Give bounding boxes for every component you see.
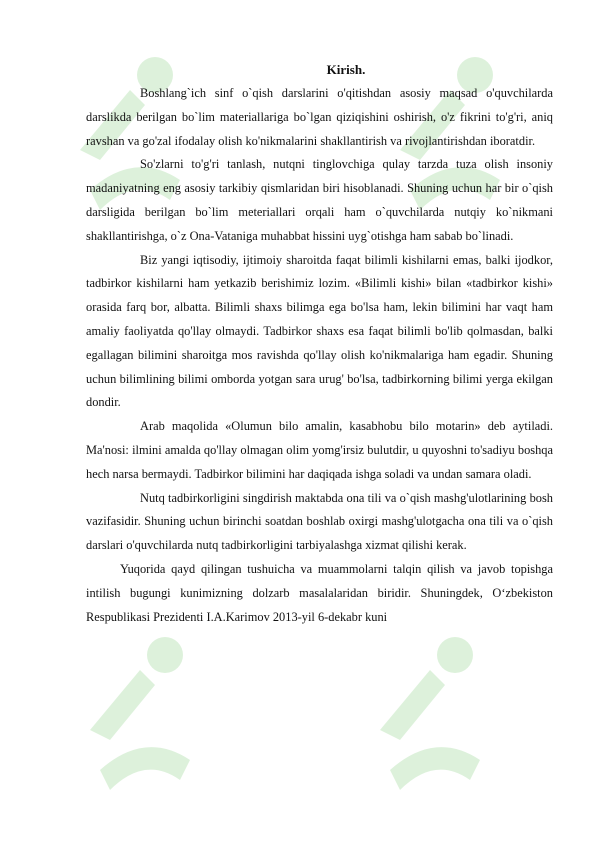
paragraph: Nutq tadbirkorligini singdirish maktabda ona tili va o`qish mashg'ulotlarining bosh vazifasidir. Shuning uchun birinchi soatdan boshlab oxirgi mashg'ulotgacha ona tili va o`qish darslari o'quvchilarda nutq tadbirkorligini tarbiyalashga xizmat qilishi kerak. <box>86 490 553 553</box>
paragraph: Boshlang`ich sinf o`qish darslarini o'qitishdan asosiy maqsad o'quvchilarda darslikda berilgan bo`lim materiallariga bo`lgan qiziqishini oshirish, o'z fikrini to'g'ri, aniq ravshan va go'zal ifodalay olish ko'nikmalarini shakllantirish va rivojlantirishdan iboratdir. <box>86 86 553 148</box>
watermark-logo-icon <box>70 610 220 820</box>
document-body <box>86 82 553 629</box>
paragraph: Yuqorida qayd qilingan tushuicha va muammolarni talqin qilish va javob topishga intilish bugungi kunimizning dolzarb masalalaridan biridir. Shuningdek, O‘zbekiston Respublikasi Prezidenti I.A.Karimov 2013-yil 6-dekabr kuni <box>86 561 553 624</box>
paragraph: So'zlarni to'g'ri tanlash, nutqni tinglovchiga qulay tarzda tuza olish insoniy madaniyatning eng asosiy tarkibiy qismlaridan biri hisoblanadi. Shuning uchun har bir o`qish darsligida berilgan bo`lim meteriallari orqali ham o`quvchilarda nutqiy ko`nikmani shakllantirishga, o`z Ona-Vataniga muhabbat hissini uyg`otishga ham sabab bo`linadi. <box>86 157 553 243</box>
paragraph: Biz yangi iqtisodiy, ijtimoiy sharoitda faqat bilimli kishilarni emas, balki ijodkor, tadbirkor kishilarni ham yetkazib berishimiz lozim. «Bilimli kishi» bilan «tadbirkor kishi» orasida farq bor, albatta. Bilimli shaxs bilimga ega bo'lsa ham, lekin bilimini har vaqt ham amaliy faoliyatda qo'llay olmaydi. Tadbirkor shaxs esa faqat bilimli bo'lib qolmasdan, balki egallagan bilimini sharoitga mos ravishda qo'llay olish ko'nikmalariga ham egadir. Shuning uchun bilimlining bilimi omborda yotgan sara urug' bo'lsa, tadbirkorning bilimi yerga ekilgan dondir. <box>86 252 553 410</box>
paragraph: Arab maqolida «Olumun bilo amalin, kasabhobu bilo motarin» deb aytiladi. Ma'nosi: ilmini amalda qo'llay olmagan olim yomg'irsiz bulutdir, u quyoshni to'sadiyu boshqa hech narsa bermaydi. Tadbirkor bilimini har daqiqada ishga soladi va undan samara oladi. <box>86 419 553 481</box>
watermark-logo-icon <box>360 610 510 820</box>
document-title: Kirish. <box>326 62 366 77</box>
